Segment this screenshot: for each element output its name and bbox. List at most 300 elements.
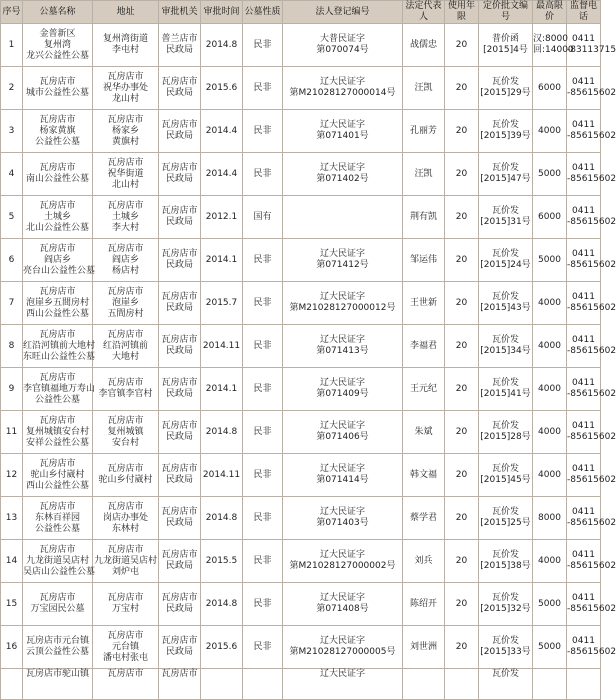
price-document-line: 瓦价发 (491, 77, 519, 87)
cemetery-type: 民非 (243, 368, 283, 411)
address-line: 杨家乡 (111, 125, 139, 136)
price-document-line: 瓦价发 (491, 378, 519, 388)
price-document (479, 626, 533, 669)
cemetery-name-line: 杨家黄旗 (39, 125, 76, 136)
address-line: 瓦房店市 (107, 669, 144, 679)
registration-number (283, 540, 403, 583)
max-price-line: 8000 (538, 512, 561, 523)
approval-authority-line: 民政局 (165, 389, 193, 399)
supervision-phone (567, 497, 616, 540)
cemetery-name-line: 瓦房店市 (39, 163, 76, 173)
usage-years: 20 (445, 196, 479, 239)
registration-number-line: 第M21028127000005号 (289, 647, 396, 657)
address-line: 瓦房店市 (107, 501, 144, 512)
cemetery-type: 民非 (243, 282, 283, 325)
approval-authority (159, 669, 201, 700)
max-price (533, 24, 574, 67)
supervision-phone-line: 0411 (572, 163, 595, 173)
table-body (1, 24, 616, 700)
approval-authority-line: 民政局 (165, 432, 193, 442)
usage-years (445, 669, 479, 700)
cemetery-name (23, 454, 93, 497)
approval-authority-line: 瓦房店市 (161, 421, 198, 431)
approval-authority-line: 瓦房店市 (161, 550, 198, 560)
approval-authority-line: 瓦房店市 (161, 163, 198, 173)
address-line: 潘屯村张屯 (102, 652, 148, 663)
address-line: 瓦房店市 (107, 71, 144, 82)
address (93, 669, 159, 700)
usage-years: 20 (445, 540, 479, 583)
address-line: 瓦房店市 (107, 329, 144, 340)
supervision-phone-line: -85615602 (567, 88, 616, 98)
usage-years: 20 (445, 583, 479, 626)
supervision-phone (567, 67, 616, 110)
address-line: 阎店乡 (111, 254, 139, 265)
cemetery-name-line: 瓦房店市 (39, 200, 76, 211)
max-price-line: 4000 (538, 469, 561, 480)
approval-authority (159, 153, 201, 196)
usage-years: 20 (445, 110, 479, 153)
max-price-line: 5000 (538, 168, 561, 179)
legal-representative: 王世新 (403, 282, 445, 325)
price-document-line: [2015]25号 (480, 518, 531, 528)
registration-number (283, 497, 403, 540)
address-line: 瓦房店市 (107, 200, 144, 211)
max-price-line: 5000 (538, 254, 561, 265)
approval-authority-line: 瓦房店市 (161, 335, 198, 345)
max-price (533, 669, 567, 700)
approval-date (201, 669, 243, 700)
supervision-phone-line: -85615602 (567, 303, 616, 313)
row-number: 9 (1, 368, 23, 411)
supervision-phone (567, 411, 616, 454)
usage-years: 20 (445, 325, 479, 368)
max-price (533, 583, 567, 626)
cemetery-type: 民非 (243, 583, 283, 626)
column-header: 公墓名称 (23, 1, 93, 24)
cemetery-type (243, 669, 283, 700)
approval-authority-line: 普兰店市 (161, 34, 198, 44)
cemetery-name-line: 瓦房店市 (39, 77, 76, 87)
usage-years: 20 (445, 67, 479, 110)
price-document-line: 瓦价发 (491, 120, 519, 130)
supervision-phone-line: -85615602 (567, 561, 616, 571)
supervision-phone-line: -83113715 (567, 45, 616, 55)
registration-number (283, 368, 403, 411)
supervision-phone-line: 0411 (572, 77, 595, 87)
usage-years: 20 (445, 239, 479, 282)
cemetery-type: 民非 (243, 497, 283, 540)
address-line: 九龙街道吴店村 (93, 555, 157, 566)
supervision-phone (567, 239, 616, 282)
approval-authority (159, 239, 201, 282)
row-number: 6 (1, 239, 23, 282)
supervision-phone-line: 0411 (572, 507, 595, 517)
max-price (533, 239, 567, 282)
row-number: 12 (1, 454, 23, 497)
registration-number-line: 辽大民证字 (319, 292, 365, 302)
column-header: 审批机关 (159, 1, 201, 24)
cemetery-name-line: 土城乡 (43, 211, 71, 222)
cemetery-name-line: 万宝园民公墓 (30, 604, 85, 614)
row-number: 1 (1, 24, 23, 67)
row-number: 3 (1, 110, 23, 153)
table-row (1, 411, 601, 454)
legal-representative: 刘兵 (403, 540, 445, 583)
registration-number (283, 67, 403, 110)
approval-date: 2014.11 (201, 325, 243, 368)
approval-authority (159, 454, 201, 497)
approval-date: 2014.4 (201, 153, 243, 196)
address-line: 瓦房店市 (107, 243, 144, 254)
registration-number (283, 669, 403, 700)
cemetery-name-line: 瓦房店市 (39, 286, 76, 297)
approval-authority-line: 民政局 (165, 346, 193, 356)
cemetery-name-line: 安祥公益性公墓 (25, 437, 89, 448)
price-document-line: [2015]31号 (480, 217, 531, 227)
price-document (479, 497, 533, 540)
approval-date: 2014.8 (201, 583, 243, 626)
registration-number (283, 325, 403, 368)
row-number (1, 669, 23, 700)
max-price-line: 4000 (538, 383, 561, 394)
cemetery-name (23, 67, 93, 110)
price-document (479, 239, 533, 282)
address (93, 325, 159, 368)
cemetery-name (23, 153, 93, 196)
registration-number-line: 第071406号 (316, 432, 369, 442)
legal-representative: 汪凯 (403, 153, 445, 196)
address-line: 东林村 (111, 523, 139, 534)
cemetery-name-line: 瓦房店市 (39, 458, 76, 469)
max-price (533, 368, 567, 411)
row-number: 2 (1, 67, 23, 110)
approval-authority (159, 110, 201, 153)
cemetery-type: 民非 (243, 454, 283, 497)
supervision-phone-line: 0411 (572, 421, 595, 431)
table-row (1, 110, 601, 153)
address (93, 153, 159, 196)
address-line: 万宝村 (111, 604, 139, 614)
table-row (1, 325, 601, 368)
max-price-line: 4000 (538, 340, 561, 351)
price-document-line: [2015]47号 (480, 174, 531, 184)
row-number: 4 (1, 153, 23, 196)
address-line: 瓦房店市 (107, 415, 144, 426)
address-line: 龙山村 (111, 93, 139, 104)
cemetery-name-line: 瓦房店市 (39, 114, 76, 125)
registration-number-line: 第071409号 (316, 389, 369, 399)
cemetery-name (23, 497, 93, 540)
legal-representative: 孔丽芳 (403, 110, 445, 153)
column-header: 序号 (1, 1, 23, 24)
price-document-line: 瓦价发 (491, 292, 519, 302)
approval-authority (159, 24, 201, 67)
usage-years: 20 (445, 153, 479, 196)
cemetery-type: 民非 (243, 325, 283, 368)
supervision-phone-line: 0411 (572, 550, 595, 560)
cemetery-name-line: 李官镇福地万寿山 (23, 383, 96, 394)
approval-authority-line: 瓦房店市 (161, 593, 198, 603)
price-document-line: 瓦价发 (491, 507, 519, 517)
address (93, 368, 159, 411)
address-line: 李大村 (111, 222, 139, 233)
price-document (479, 196, 533, 239)
usage-years: 20 (445, 497, 479, 540)
max-price-line: 回:14000 (533, 45, 574, 55)
registration-number-line: 辽大民证字 (319, 249, 365, 259)
address-line: 瓦房店市 (107, 114, 144, 125)
approval-authority-line: 民政局 (165, 561, 193, 571)
supervision-phone (567, 153, 616, 196)
registration-number-line: 第071402号 (316, 174, 369, 184)
registration-number-line: 辽大民证字 (319, 163, 365, 173)
registration-number-line: 辽大民证字 (319, 421, 365, 431)
table-row (1, 67, 601, 110)
approval-date: 2015.6 (201, 626, 243, 669)
usage-years: 20 (445, 282, 479, 325)
registration-number-line: 辽大民证字 (319, 669, 365, 679)
address (93, 282, 159, 325)
supervision-phone-line: -85615602 (567, 346, 616, 356)
approval-authority-line: 瓦房店市 (161, 464, 198, 474)
cemetery-name (23, 110, 93, 153)
price-document-line: 瓦价发 (491, 163, 519, 173)
address-line: 瓦房店市 (107, 157, 144, 168)
address (93, 110, 159, 153)
address-line: 元台镇 (111, 641, 139, 652)
max-price-line: 5000 (538, 598, 561, 609)
usage-years: 20 (445, 411, 479, 454)
max-price (533, 196, 567, 239)
registration-number-line: 辽大民证字 (319, 550, 365, 560)
registration-number-line: 辽大民证字 (319, 636, 365, 646)
supervision-phone-line: 0411 (572, 636, 595, 646)
max-price (533, 626, 567, 669)
approval-authority (159, 325, 201, 368)
cemetery-name-line: 复州湾 (43, 39, 71, 50)
supervision-phone (567, 454, 616, 497)
registration-number-line: 辽大民证字 (319, 464, 365, 474)
price-document-line: [2015]41号 (480, 389, 531, 399)
address-line: 李官镇李官村 (98, 389, 153, 399)
supervision-phone-line: 0411 (572, 34, 595, 44)
price-document (479, 110, 533, 153)
price-document-line: [2015]45号 (480, 475, 531, 485)
supervision-phone-line: 0411 (572, 464, 595, 474)
approval-authority-line: 民政局 (165, 217, 193, 227)
legal-representative: 朱斌 (403, 411, 445, 454)
address (93, 583, 159, 626)
registration-number-line: 辽大民证字 (319, 120, 365, 130)
approval-authority-line: 瓦房店市 (161, 120, 198, 130)
supervision-phone (567, 669, 601, 700)
header-row (1, 1, 601, 24)
cemetery-name-line: 九龙街道吴店村 (25, 555, 89, 566)
price-document (479, 540, 533, 583)
approval-authority-line: 瓦房店市 (161, 378, 198, 388)
price-document-line: [2015]33号 (480, 647, 531, 657)
price-document-line: [2015]24号 (480, 260, 531, 270)
cemetery-type: 民非 (243, 153, 283, 196)
cemetery-name (23, 368, 96, 411)
cemetery-type: 民非 (243, 411, 283, 454)
cemetery-name-line: 东林百祥园 (34, 512, 80, 523)
price-document (479, 325, 533, 368)
max-price-line: 6000 (538, 211, 561, 222)
column-header: 法人登记编号 (283, 1, 403, 24)
registration-number (283, 411, 403, 454)
cemetery-name (23, 282, 93, 325)
table-row (1, 454, 601, 497)
column-header: 监督电话 (567, 1, 601, 24)
address-line: 祝华办事处 (102, 82, 148, 93)
table-row (1, 153, 601, 196)
legal-representative: 荆有凯 (403, 196, 445, 239)
max-price (533, 540, 567, 583)
approval-date: 2015.6 (201, 67, 243, 110)
cemetery-type: 民非 (243, 540, 283, 583)
approval-authority-line: 瓦房店市 (161, 669, 198, 679)
supervision-phone (567, 583, 616, 626)
legal-representative: 李福君 (403, 325, 445, 368)
price-document-line: [2015]28号 (480, 432, 531, 442)
address (93, 626, 159, 669)
cemetery-name-line: 南山公益性公墓 (25, 174, 89, 184)
address (93, 67, 159, 110)
cemetery-name-line: 龙兴公益性公墓 (25, 50, 89, 61)
approval-authority-line: 瓦房店市 (161, 507, 198, 517)
approval-date: 2014.4 (201, 110, 243, 153)
supervision-phone (567, 540, 616, 583)
approval-authority (159, 282, 201, 325)
supervision-phone (567, 325, 616, 368)
registration-number-line: 第071403号 (316, 518, 369, 528)
cemetery-name-line: 瓦房店市 (39, 329, 76, 340)
price-document-line: [2015]38号 (480, 561, 531, 571)
approval-authority-line: 民政局 (165, 131, 193, 141)
cemetery-name-line: 瓦房店市 (39, 243, 76, 254)
max-price (533, 411, 567, 454)
address-line: 复州湾街道 (102, 34, 148, 44)
legal-representative: 陈绍开 (403, 583, 445, 626)
max-price (533, 325, 567, 368)
price-document (479, 153, 533, 196)
approval-date: 2014.8 (201, 24, 243, 67)
cemetery-name-line: 金普新区 (39, 28, 76, 39)
column-header: 地址 (93, 1, 159, 24)
row-number: 13 (1, 497, 23, 540)
cemetery-type: 民非 (243, 239, 283, 282)
price-document-line: 瓦价发 (491, 249, 519, 259)
usage-years: 20 (445, 24, 479, 67)
legal-representative: 韩文福 (403, 454, 445, 497)
cemetery-name (23, 325, 96, 368)
column-header: 最高限价 (533, 1, 567, 24)
price-document (479, 67, 533, 110)
address (93, 411, 159, 454)
approval-authority (159, 497, 201, 540)
table-row (1, 626, 601, 669)
supervision-phone-line: 0411 (572, 335, 595, 345)
cemetery-type: 民非 (243, 626, 283, 669)
usage-years: 20 (445, 368, 479, 411)
approval-date: 2015.7 (201, 282, 243, 325)
cemetery-name (23, 540, 96, 583)
column-header: 使用年限 (445, 1, 479, 24)
address-line: 岗店办事处 (102, 512, 148, 523)
address (93, 239, 159, 282)
price-document-line: 瓦价发 (491, 206, 519, 216)
price-document (479, 282, 533, 325)
table-row (1, 239, 601, 282)
supervision-phone-line: -85615602 (567, 131, 616, 141)
price-document (479, 454, 533, 497)
address (93, 196, 159, 239)
cemetery-name-line: 泡崖乡五間房村 (25, 297, 89, 308)
table-row (1, 497, 601, 540)
legal-representative: 蔡学君 (403, 497, 445, 540)
table-row (1, 540, 601, 583)
price-document-line: [2015]32号 (480, 604, 531, 614)
cemetery-name (23, 583, 93, 626)
price-document-line: [2015]43号 (480, 303, 531, 313)
approval-authority-line: 瓦房店市 (161, 77, 198, 87)
cemetery-name (23, 24, 93, 67)
cemetery-type: 民非 (243, 67, 283, 110)
max-price-line: 4000 (538, 555, 561, 566)
supervision-phone-line: -85615602 (567, 260, 616, 270)
cemetery-name-line: 瓦房店市元台镇 (25, 636, 89, 646)
registration-number (283, 110, 403, 153)
max-price-line: 4000 (538, 125, 561, 136)
supervision-phone-line: -85615602 (567, 475, 616, 485)
cemetery-name (23, 669, 93, 700)
table-row (1, 583, 601, 626)
max-price-line: 汉:8000 (533, 34, 568, 44)
supervision-phone-line: -85615602 (567, 217, 616, 227)
address-line: 刘炉屯 (111, 566, 139, 577)
address-line: 复州城镇 (107, 426, 144, 437)
approval-date: 2014.8 (201, 411, 243, 454)
address-line: 土城乡 (111, 211, 139, 222)
address (93, 497, 159, 540)
price-document (479, 583, 533, 626)
price-document-line: 瓦价发 (491, 669, 519, 679)
approval-authority (159, 368, 201, 411)
approval-authority-line: 民政局 (165, 260, 193, 270)
cemetery-name-line: 西山公益性公墓 (25, 480, 89, 491)
approval-authority-line: 民政局 (165, 174, 193, 184)
registration-number-line: 第071414号 (316, 475, 369, 485)
cemetery-name-line: 公益性公墓 (34, 136, 80, 147)
cemetery-name-line: 阎店乡 (43, 254, 71, 265)
supervision-phone-line: -85615602 (567, 518, 616, 528)
max-price-line: 4000 (538, 297, 561, 308)
cemetery-name-line: 瓦房店市驼山镇 (25, 669, 89, 679)
legal-representative: 汪凯 (403, 67, 445, 110)
registration-number (283, 239, 403, 282)
table-row (1, 368, 601, 411)
cemetery-name-line: 瓦房店市 (39, 593, 76, 603)
supervision-phone (567, 196, 616, 239)
row-number: 8 (1, 325, 23, 368)
cemetery-name-line: 公益性公墓 (34, 523, 80, 534)
registration-number-line: 第M21028127000012号 (289, 303, 396, 313)
cemetery-name (23, 626, 93, 669)
price-document-line: 瓦价发 (491, 421, 519, 431)
approval-authority-line: 民政局 (165, 518, 193, 528)
